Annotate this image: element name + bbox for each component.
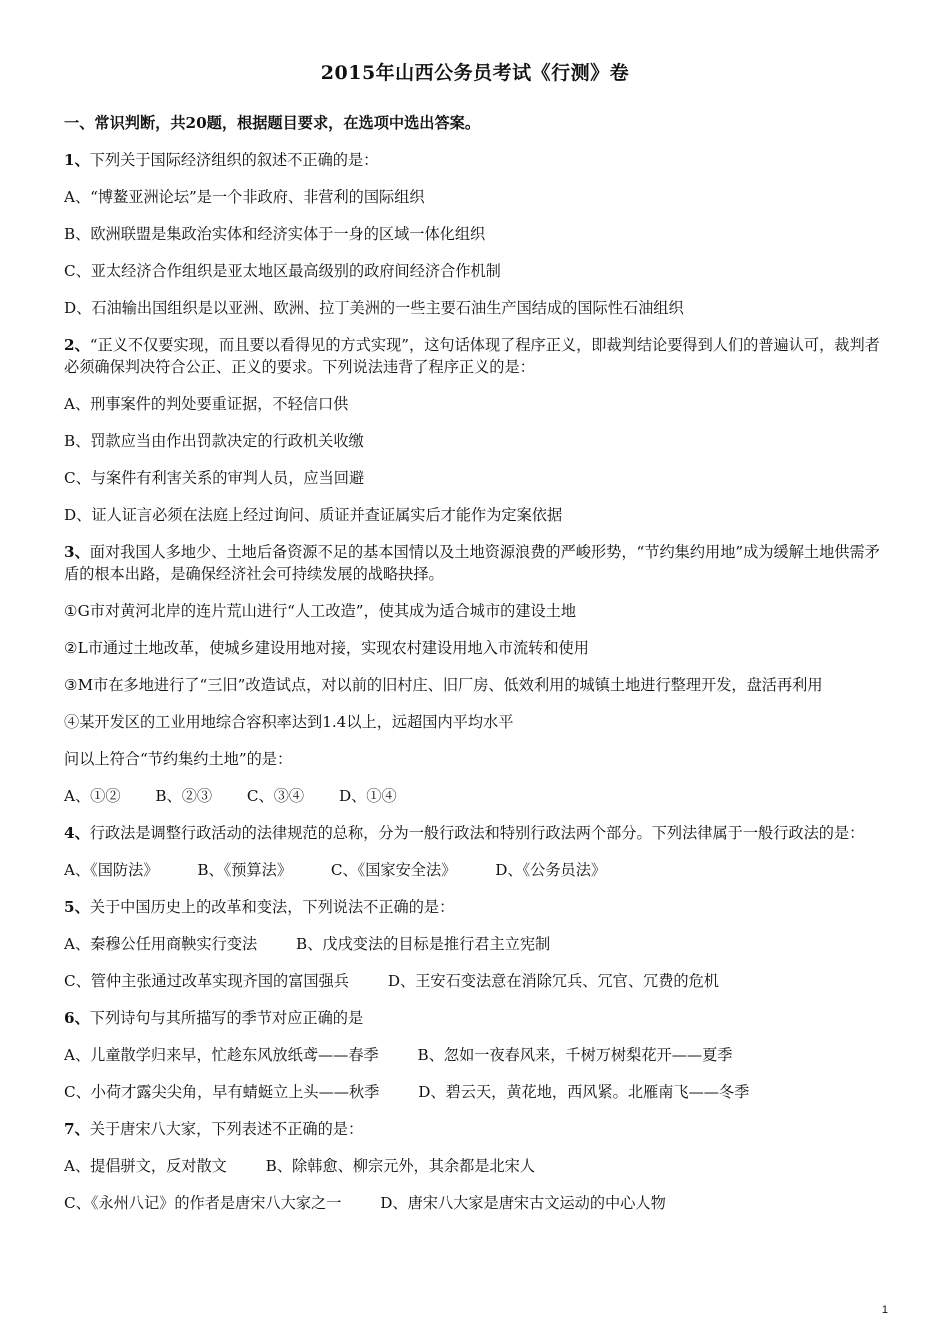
question-number: 5、 [64, 898, 90, 916]
question-number: 4、 [64, 824, 90, 842]
question-number: 6、 [64, 1009, 90, 1027]
question-7-stem [64, 1118, 886, 1140]
question-text: 面对我国人多地少、土地后备资源不足的基本国情以及土地资源浪费的严峻形势，“节约集约用地”成为缓解土地供需矛盾的根本出路，是确保经济社会可持续发展的战略抉择。 [64, 543, 880, 583]
options-row [64, 1044, 886, 1066]
options-row [64, 1192, 886, 1214]
question-text: 关于中国历史上的改革和变法，下列说法不正确的是： [89, 898, 455, 916]
option: C、小荷才露尖尖角，早有蜻蜓立上头——秋季 [64, 1083, 380, 1101]
question-6-stem [64, 1007, 886, 1029]
option: A、《国防法》 [64, 861, 159, 879]
option: B、戊戌变法的目标是推行君主立宪制 [296, 935, 551, 953]
option: B、除韩愈、柳宗元外，其余都是北宋人 [265, 1157, 536, 1175]
option: D、唐宋八大家是唐宋古文运动的中心人物 [380, 1194, 666, 1212]
statement-item: ②L市通过土地改革，使城乡建设用地对接，实现农村建设用地入市流转和使用 [64, 639, 589, 657]
question-number: 1、 [64, 151, 90, 169]
options-row [64, 933, 886, 955]
question-text: 下列关于国际经济组织的叙述不正确的是： [89, 151, 379, 169]
option: D、证人证言必须在法庭上经过询问、质证并查证属实后才能作为定案依据 [64, 506, 563, 524]
statement-item: ③M市在多地进行了“三旧”改造试点，对以前的旧村庄、旧厂房、低效利用的城镇土地进行整理开发，盘活再利用 [64, 676, 823, 694]
section-heading: 一、常识判断，共20题，根据题目要求，在选项中选出答案。 [64, 114, 481, 132]
question-number: 2、 [64, 336, 90, 354]
option: C、《永州八记》的作者是唐宋八大家之一 [64, 1194, 342, 1212]
option: A、“博鳌亚洲论坛”是一个非政府、非营利的国际组织 [64, 188, 425, 206]
page-number: 1 [881, 1304, 888, 1316]
option: A、提倡骈文，反对散文 [64, 1157, 227, 1175]
option: C、亚太经济合作组织是亚太地区最高级别的政府间经济合作机制 [64, 262, 501, 280]
option: D、碧云天，黄花地，西风紧。北雁南飞——冬季 [418, 1083, 750, 1101]
statement-item: ④某开发区的工业用地综合容积率达到1.4以上，远超国内平均水平 [64, 713, 514, 731]
option: C、③④ [246, 787, 305, 805]
question-5-stem [64, 896, 886, 918]
question-text: 行政法是调整行政活动的法律规范的总称，分为一般行政法和特别行政法两个部分。下列法律属于一般行政法的是： [89, 824, 865, 842]
option: B、欧洲联盟是集政治实体和经济实体于一身的区域一体化组织 [64, 225, 486, 243]
option: D、①④ [338, 787, 397, 805]
question-text: 关于唐宋八大家，下列表述不正确的是： [89, 1120, 364, 1138]
option: B、②③ [155, 787, 213, 805]
option: B、罚款应当由作出罚款决定的行政机关收缴 [64, 432, 364, 450]
option: D、《公务员法》 [495, 861, 607, 879]
option: D、石油输出国组织是以亚洲、欧洲、拉丁美洲的一些主要石油生产国结成的国际性石油组织 [64, 299, 684, 317]
page-title: 2015年山西公务员考试《行测》卷 [320, 62, 630, 84]
statement-item: ①G市对黄河北岸的连片荒山进行“人工改造”，使其成为适合城市的建设土地 [64, 602, 577, 620]
option: C、《国家安全法》 [330, 861, 457, 879]
question-number: 7、 [64, 1120, 90, 1138]
option: A、儿童散学归来早，忙趁东风放纸鸢——春季 [64, 1046, 379, 1064]
question-3-stem [64, 541, 886, 585]
option: C、管仲主张通过改革实现齐国的富国强兵 [64, 972, 349, 990]
question-1-stem [64, 149, 886, 171]
options-row [64, 785, 886, 807]
question-2-stem [64, 334, 886, 378]
option: C、与案件有利害关系的审判人员，应当回避 [64, 469, 365, 487]
question-4-stem [64, 822, 886, 844]
question-text: 下列诗句与其所描写的季节对应正确的是 [89, 1009, 364, 1027]
option: A、刑事案件的判处要重证据，不轻信口供 [64, 395, 349, 413]
options-row [64, 1155, 886, 1177]
options-row [64, 1081, 886, 1103]
option: A、①② [64, 787, 121, 805]
question-ask: 问以上符合“节约集约土地”的是： [64, 750, 293, 768]
options-row [64, 970, 886, 992]
document-body [64, 112, 886, 1229]
question-number: 3、 [64, 543, 90, 561]
options-row [64, 859, 886, 881]
question-text: “正义不仅要实现，而且要以看得见的方式实现”，这句话体现了程序正义，即裁判结论要得到人们的普遍认可，裁判者必须确保判决符合公正、正义的要求。下列说法违背了程序正义的是： [64, 336, 880, 376]
option: A、秦穆公任用商鞅实行变法 [64, 935, 258, 953]
option: D、王安石变法意在消除冗兵、冗官、冗费的危机 [387, 972, 719, 990]
option: B、忽如一夜春风来，千树万树梨花开——夏季 [417, 1046, 733, 1064]
option: B、《预算法》 [197, 861, 293, 879]
